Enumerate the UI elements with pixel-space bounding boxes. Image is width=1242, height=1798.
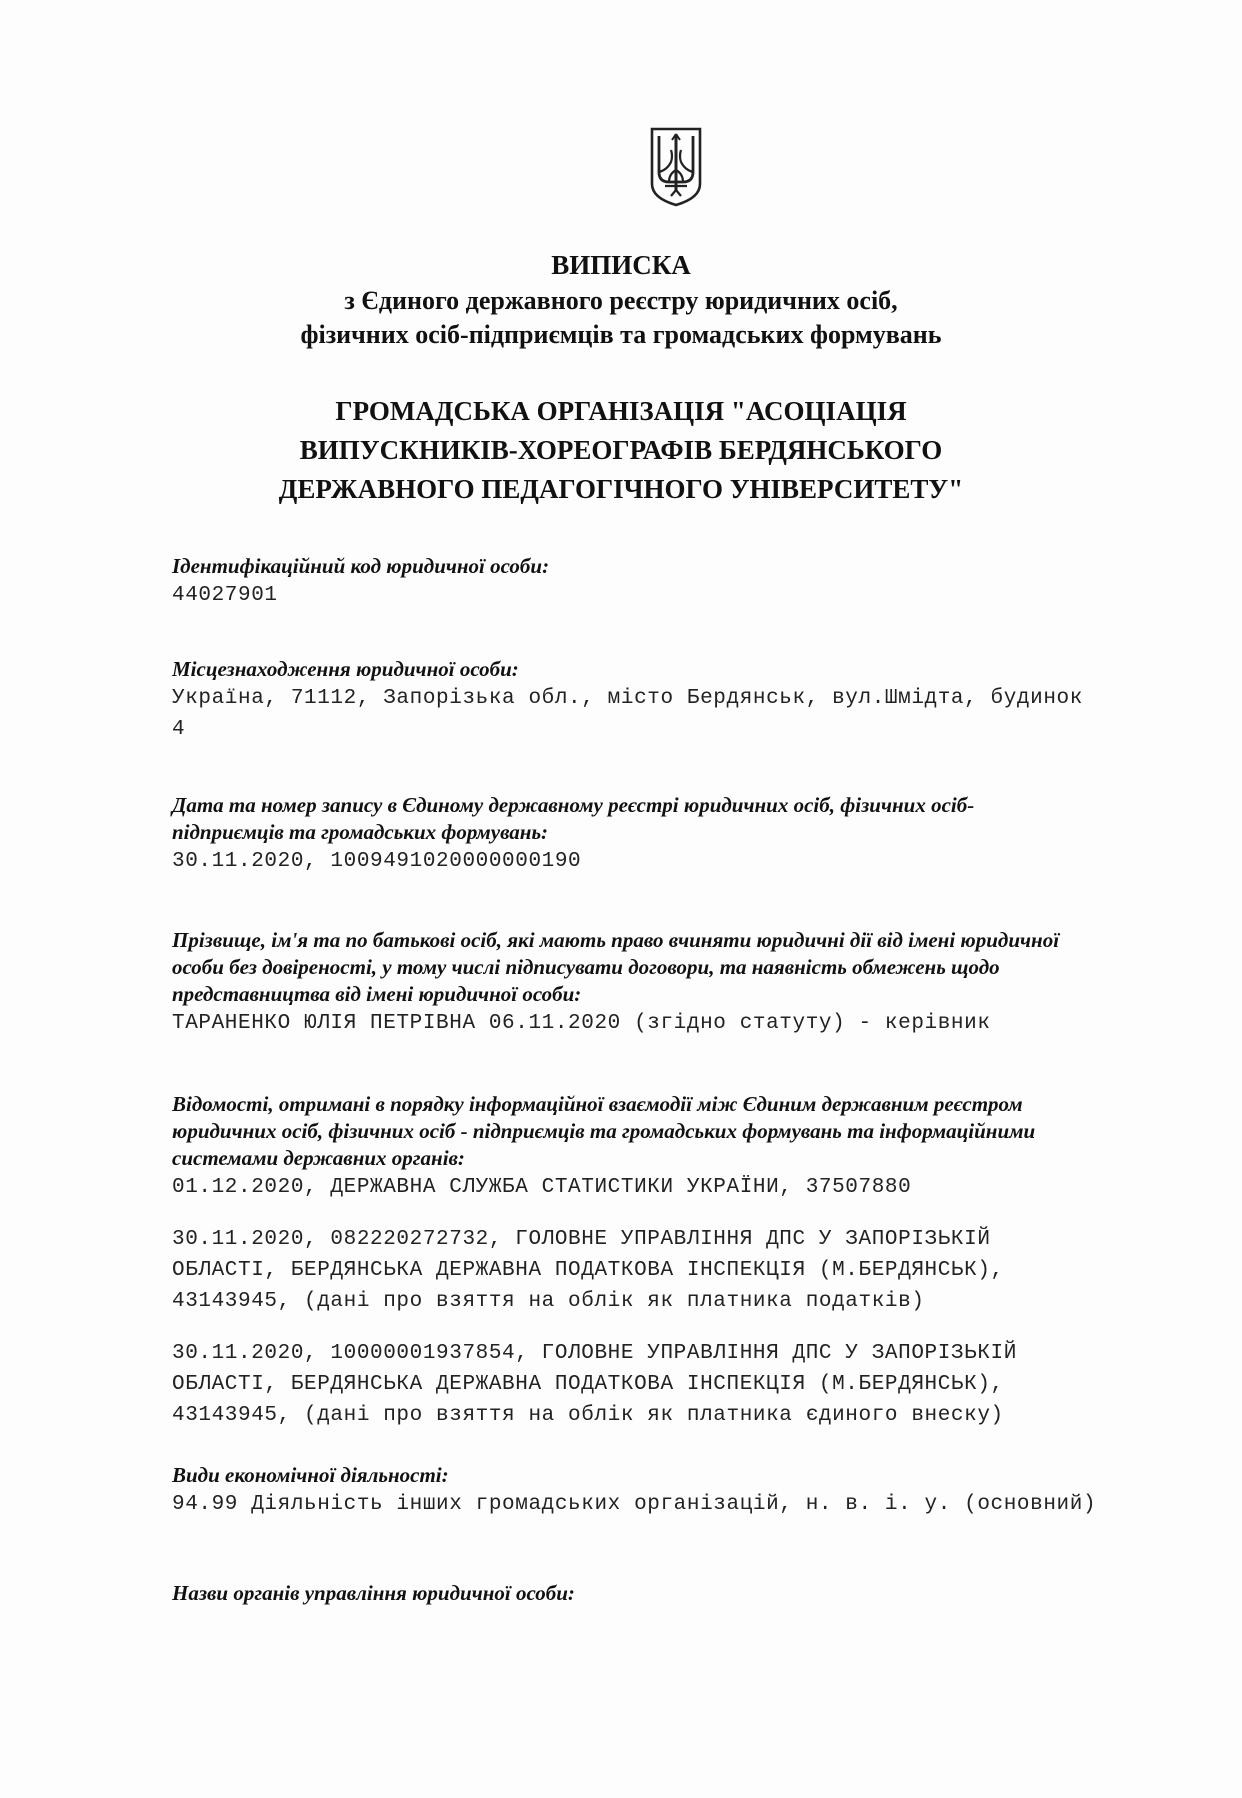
section-record bbox=[172, 792, 1182, 877]
document-subtitle-line2: фізичних осіб-підприємців та громадських формувань bbox=[300, 320, 942, 349]
location-value-line: 4 bbox=[172, 718, 186, 741]
state-info-entry-line: 43143945, (дані про взяття на облік як платника податків) bbox=[172, 1290, 925, 1313]
section-label-line: системами державних органів: bbox=[172, 1146, 465, 1170]
record-value: 30.11.2020, 1009491020000000190 bbox=[172, 850, 582, 873]
section-label-line: Прізвище, ім'я та по батькові осіб, які мають право вчиняти юридичні дії від імені юридичної bbox=[172, 928, 1060, 952]
section-label: Місцезнаходження юридичної особи: bbox=[172, 657, 519, 681]
section-label-line: Дата та номер запису в Єдиному державному реєстрі юридичних осіб, фізичних осіб- bbox=[172, 793, 975, 817]
section-id-code bbox=[172, 553, 1182, 611]
state-info-entry-line: 30.11.2020, 10000001937854, ГОЛОВНЕ УПРАВЛІННЯ ДПС У ЗАПОРІЗЬКІЙ bbox=[172, 1342, 1017, 1365]
section-label: Види економічної діяльності: bbox=[172, 1463, 449, 1487]
state-info-entry-line: ОБЛАСТІ, БЕРДЯНСЬКА ДЕРЖАВНА ПОДАТКОВА ІНСПЕКЦІЯ (М.БЕРДЯНСЬК), bbox=[172, 1373, 1004, 1396]
location-value-line: Україна, 71112, Запорізька обл., місто Бердянськ, вул.Шмідта, будинок bbox=[172, 687, 1083, 710]
id-code-value: 44027901 bbox=[172, 584, 278, 607]
document-subtitle-line1: з Єдиного державного реєстру юридичних осіб, bbox=[344, 286, 898, 315]
section-label: Ідентифікаційний код юридичної особи: bbox=[172, 554, 550, 578]
state-info-entry-line: 43143945, (дані про взяття на облік як платника єдиного внеску) bbox=[172, 1404, 1004, 1427]
coat-of-arms-trident-icon bbox=[649, 126, 703, 208]
section-governance bbox=[172, 1580, 1182, 1607]
organization-name-line: ДЕРЖАВНОГО ПЕДАГОГІЧНОГО УНІВЕРСИТЕТУ" bbox=[278, 474, 964, 504]
section-location bbox=[172, 656, 1182, 745]
organization-name-line: ВИПУСКНИКІВ-ХОРЕОГРАФІВ БЕРДЯНСЬКОГО bbox=[299, 435, 943, 465]
section-label-line: Відомості, отримані в порядку інформаційної взаємодії між Єдиним державним реєстром bbox=[172, 1092, 1023, 1116]
document-title: ВИПИСКА bbox=[551, 250, 691, 280]
section-label-line: особи без довіреності, у тому числі підписувати договори, та наявність обмежень щодо bbox=[172, 955, 1000, 979]
section-activities bbox=[172, 1462, 1182, 1520]
activities-value: 94.99 Діяльність інших громадських організацій, н. в. і. у. (основний) bbox=[172, 1493, 1097, 1516]
state-info-entry-line: 30.11.2020, 082220272732, ГОЛОВНЕ УПРАВЛІННЯ ДПС У ЗАПОРІЗЬКІЙ bbox=[172, 1228, 991, 1251]
section-signatories bbox=[172, 927, 1182, 1039]
state-info-entry-line: ОБЛАСТІ, БЕРДЯНСЬКА ДЕРЖАВНА ПОДАТКОВА ІНСПЕКЦІЯ (М.БЕРДЯНСЬК), bbox=[172, 1259, 1004, 1282]
organization-name-line: ГРОМАДСЬКА ОРГАНІЗАЦІЯ "АСОЦІАЦІЯ bbox=[335, 396, 907, 426]
section-label-line: юридичних осіб, фізичних осіб - підприємців та громадських формувань та інформаційними bbox=[172, 1119, 1036, 1143]
section-label: Назви органів управління юридичної особи: bbox=[172, 1581, 575, 1605]
signatories-value: ТАРАНЕНКО ЮЛІЯ ПЕТРІВНА 06.11.2020 (згідно статуту) - керівник bbox=[172, 1012, 991, 1035]
organization-name bbox=[0, 392, 1242, 509]
section-state-info bbox=[172, 1091, 1182, 1431]
state-info-entry: 01.12.2020, ДЕРЖАВНА СЛУЖБА СТАТИСТИКИ УКРАЇНИ, 37507880 bbox=[172, 1176, 912, 1199]
section-label-line: підприємців та громадських формувань: bbox=[172, 820, 549, 844]
section-label-line: представництва від імені юридичної особи: bbox=[172, 982, 582, 1006]
